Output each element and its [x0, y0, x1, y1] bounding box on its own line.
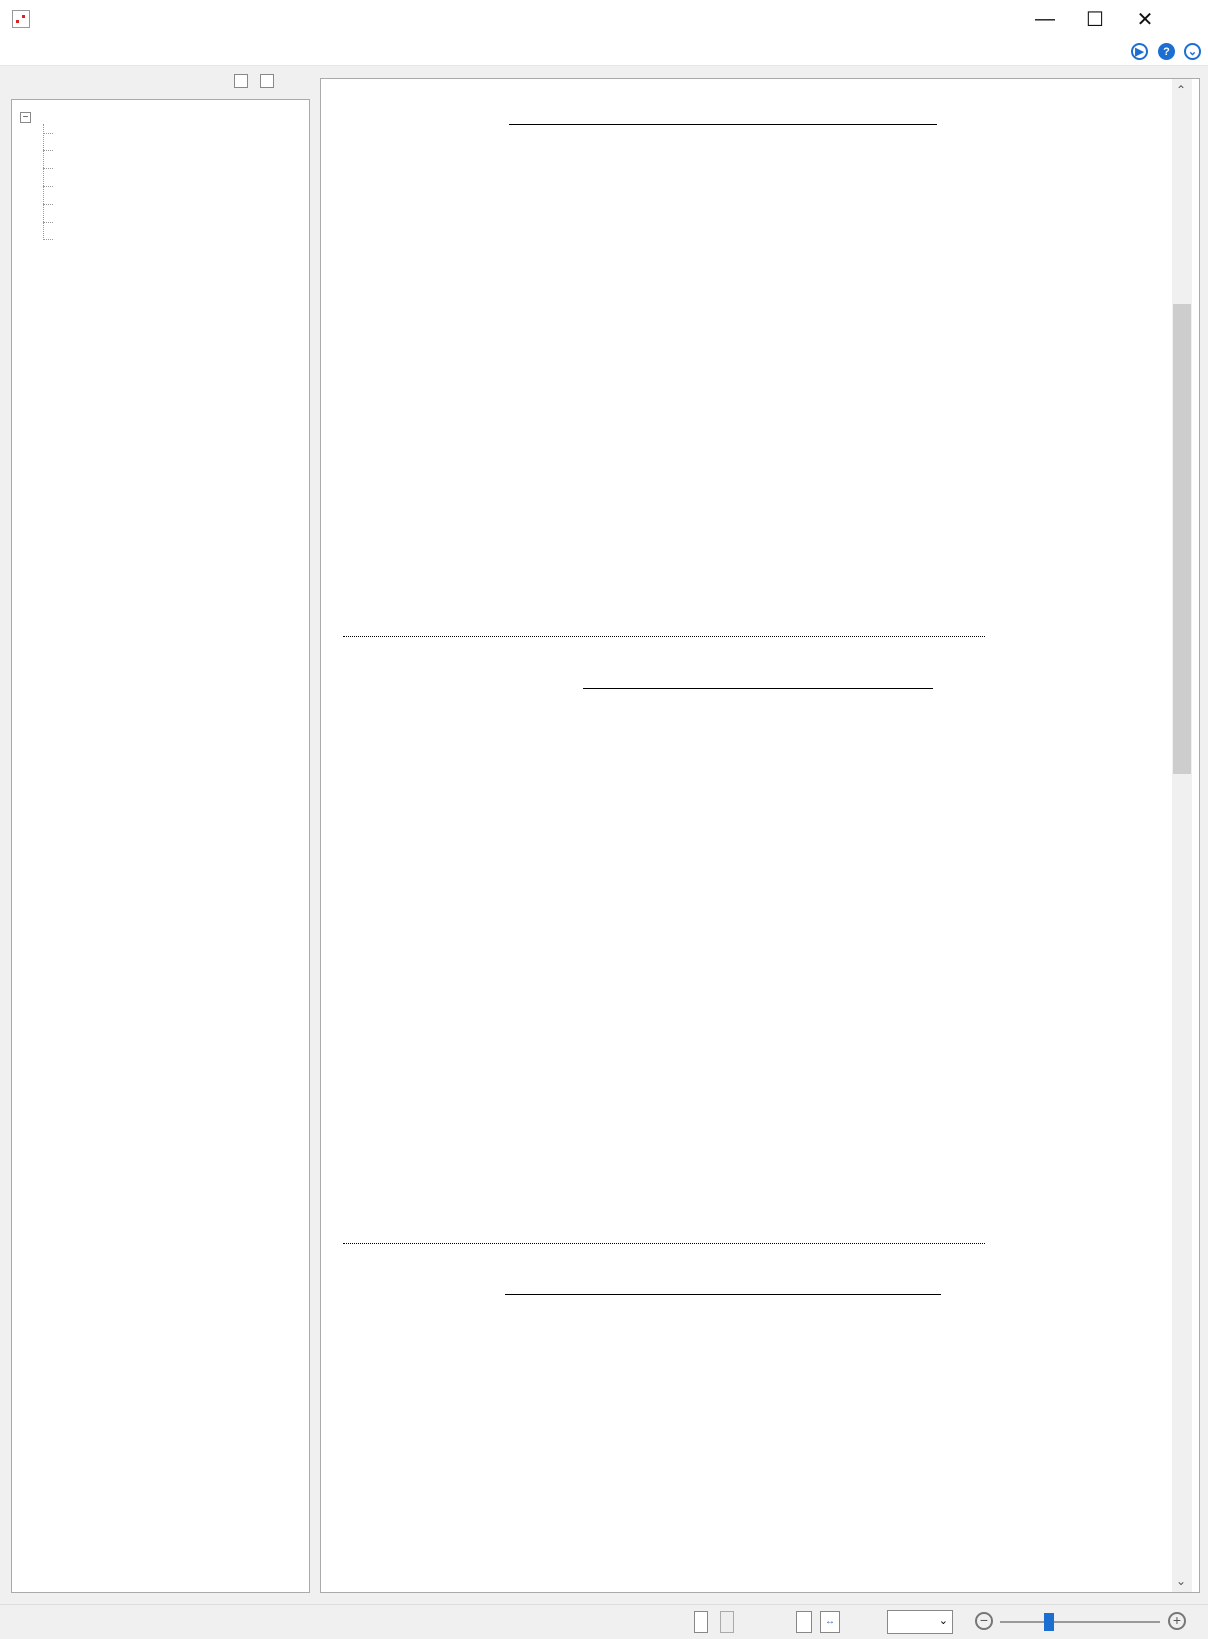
zoom-slider-track[interactable] [1000, 1621, 1160, 1623]
close-button[interactable]: ✕ [1136, 8, 1154, 31]
maximize-button[interactable]: ☐ [1086, 8, 1104, 31]
scrollbar-thumb[interactable] [1173, 304, 1191, 774]
status-bar [0, 1604, 1208, 1639]
double-page-icon[interactable] [720, 1611, 734, 1633]
zoom-slider-thumb[interactable] [1044, 1613, 1054, 1631]
app-icon [12, 10, 30, 28]
heatmap-chart [321, 704, 1200, 1204]
zoom-in-icon[interactable]: + [1168, 1612, 1186, 1630]
collapse-all-button[interactable] [260, 74, 274, 88]
single-page-icon[interactable] [694, 1611, 708, 1633]
title-bar [0, 0, 1208, 38]
zoom-select[interactable]: ⌄ [887, 1610, 953, 1634]
scroll-down-icon[interactable]: ⌄ [1176, 1574, 1187, 1588]
help-icon[interactable]: ? [1158, 43, 1175, 60]
expand-all-button[interactable] [234, 74, 248, 88]
navigation-tree [11, 99, 310, 1593]
report-document [320, 78, 1200, 1593]
menu-bar [0, 38, 1208, 66]
run-icon[interactable]: ▶ [1131, 43, 1148, 60]
minimize-button[interactable]: — [1035, 7, 1055, 30]
fit-page-icon[interactable] [796, 1611, 812, 1633]
expand-menu-icon[interactable]: ⌄ [1184, 43, 1201, 60]
scroll-up-icon[interactable]: ⌃ [1176, 83, 1187, 97]
fit-width-icon[interactable]: ↔ [820, 1611, 840, 1633]
eigenvector-chart [321, 1309, 1200, 1593]
tree-collapse-icon[interactable]: − [20, 112, 31, 123]
zoom-out-icon[interactable]: − [975, 1612, 993, 1630]
